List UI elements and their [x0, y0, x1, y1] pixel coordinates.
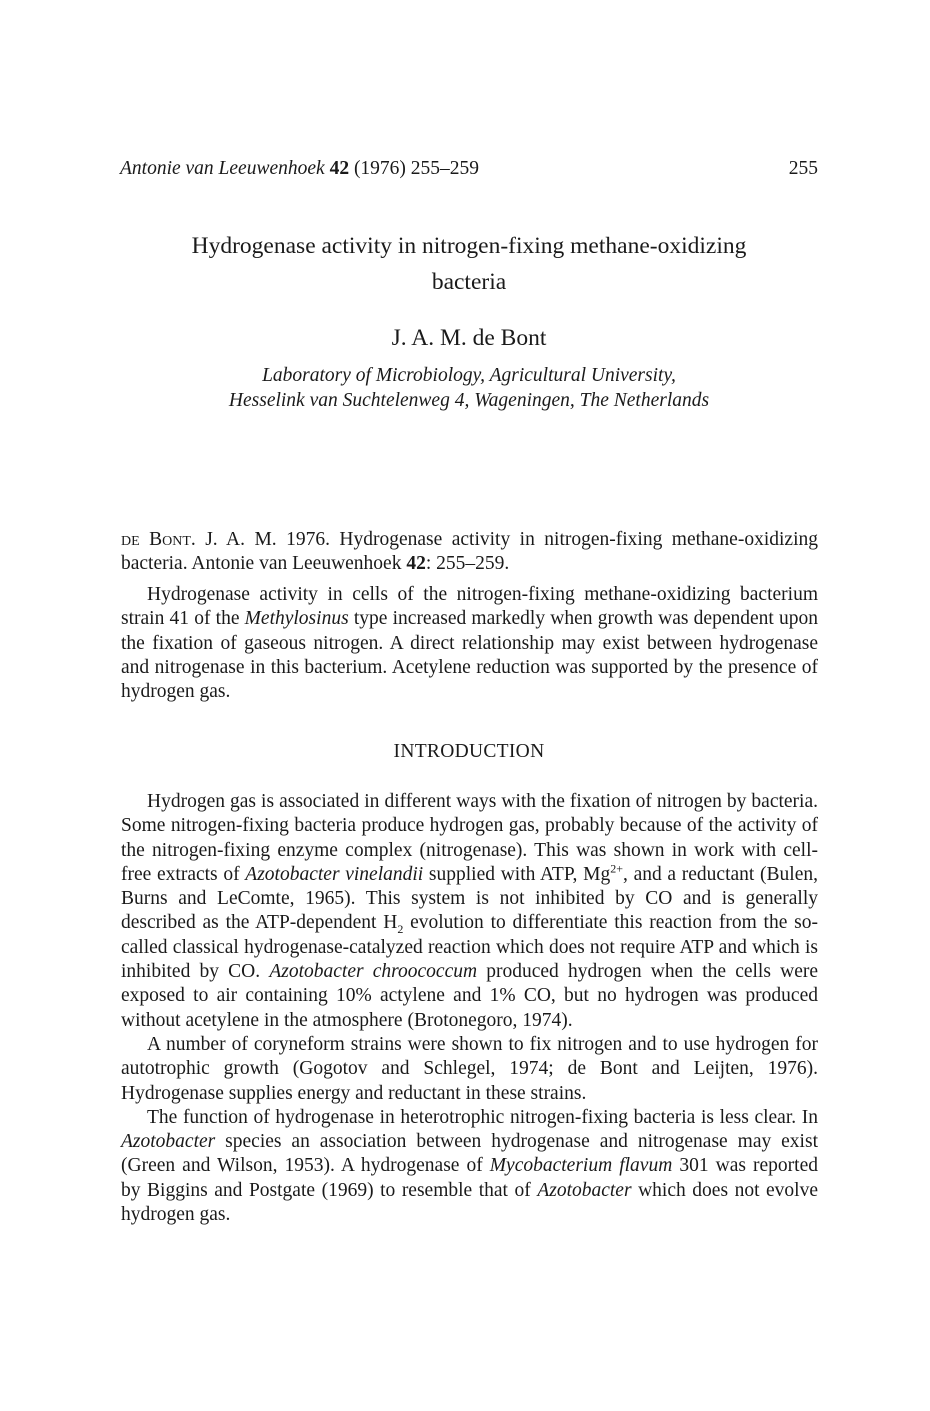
- p1-text-c: , and a reductant (Bulen, Burns and LeComte, 1965). This system is not inhibited by CO and is generally described as the ATP-dependent H: [121, 863, 818, 934]
- p1-text-d: evolution to differentiate this reaction from the so-called classical hydrogenase-catalyzed reaction which does not require ATP and which is inhibited by CO.: [121, 912, 819, 983]
- journal-year-pages: (1976) 255–259: [353, 158, 480, 179]
- p3-species: Mycobacterium flavum: [489, 1155, 673, 1177]
- abstract: [121, 583, 818, 704]
- journal-reference: [120, 158, 479, 180]
- citation-text: . J. A. M. 1976. Hydrogenase activity in nitrogen-fixing methane-oxidizing bacteria. Antonie van Leeuwenhoek: [121, 529, 818, 575]
- p3-text-c: 301 was reported by Biggins and Postgate (1969) to resemble that of: [121, 1155, 818, 1201]
- p1-text-e: produced hydrogen when the cells were exposed to air containing 10% actylene and 1% CO, but no hydrogen was produced without acetylene in the atmosphere (Brotonegoro, 1974).: [121, 961, 818, 1031]
- abstract-text-2: type increased markedly when growth was dependent upon the fixation of gaseous nitrogen. A direct relationship may exist between hydrogenase and nitrogenase in this bacterium. Acetylene reduction was supported by the presence of hydrogen gas.: [121, 608, 818, 703]
- mg-charge: 2+: [610, 861, 623, 876]
- citation-volume: 42: [406, 553, 426, 575]
- section-heading-introduction: INTRODUCTION: [393, 741, 545, 762]
- p3-genus-1: Azotobacter: [121, 1131, 216, 1153]
- intro-paragraph-2: A number of coryneform strains were shown to fix nitrogen and to use hydrogen for autotrophic growth (Gogotov and Schlegel, 1974; de Bont and Leijten, 1976). Hydrogenase supplies energy and reductant in these strains.: [121, 1033, 818, 1104]
- h2-subscript: 2: [397, 922, 404, 937]
- abstract-text-1: Hydrogenase activity in cells of the nitrogen-fixing methane-oxidizing bacterium strain 41 of the: [121, 584, 818, 630]
- introduction-body: [121, 790, 818, 1227]
- title-line-2: bacteria: [431, 269, 507, 295]
- author-name: J. A. M. de Bont: [391, 325, 547, 351]
- p3-genus-2: Azotobacter: [537, 1179, 632, 1201]
- p3-text-a: The function of hydrogenase in heterotrophic nitrogen-fixing bacteria is less clear. In: [147, 1106, 818, 1128]
- page-number: 255: [788, 158, 818, 179]
- p3-text-d: which does not evolve hydrogen gas.: [121, 1179, 819, 1226]
- abstract-genus: Methylosinus: [244, 608, 349, 630]
- title-line-1: Hydrogenase activity in nitrogen-fixing methane-oxidizing: [191, 233, 747, 259]
- p3-text-b: species an association between hydrogenase and nitrogenase may exist (Green and Wilson, 1953). A hydrogenase of: [121, 1131, 818, 1177]
- affiliation-line-1: Laboratory of Microbiology, Agricultural University,: [262, 365, 676, 386]
- journal-name: Antonie van Leeuwenhoek: [120, 158, 325, 179]
- citation-author: de Bont: [121, 529, 191, 550]
- p1-text-b: supplied with ATP, Mg: [423, 863, 611, 885]
- citation-block: [121, 528, 818, 577]
- affiliation-line-2: Hesselink van Suchtelenweg 4, Wageningen, The Netherlands: [228, 390, 710, 411]
- p1-text-a: Hydrogen gas is associated in different ways with the fixation of nitrogen by bacteria. Some nitrogen-fixing bacteria produce hydrogen gas, probably because of the activity of the nitrogen-fixing enzyme complex (nitrogenase). This was shown in work with cell-free extracts of: [121, 791, 818, 885]
- intro-paragraph-3: [121, 1106, 818, 1227]
- intro-paragraph-1: [121, 790, 818, 1033]
- running-header: [120, 158, 818, 188]
- journal-volume: 42: [329, 158, 350, 179]
- p1-species-1: Azotobacter vinelandii: [245, 863, 424, 885]
- citation-pages: : 255–259.: [425, 553, 510, 575]
- p1-species-2: Azotobacter chroococcum: [269, 961, 478, 983]
- article-title: [100, 228, 838, 300]
- affiliation: [100, 363, 838, 413]
